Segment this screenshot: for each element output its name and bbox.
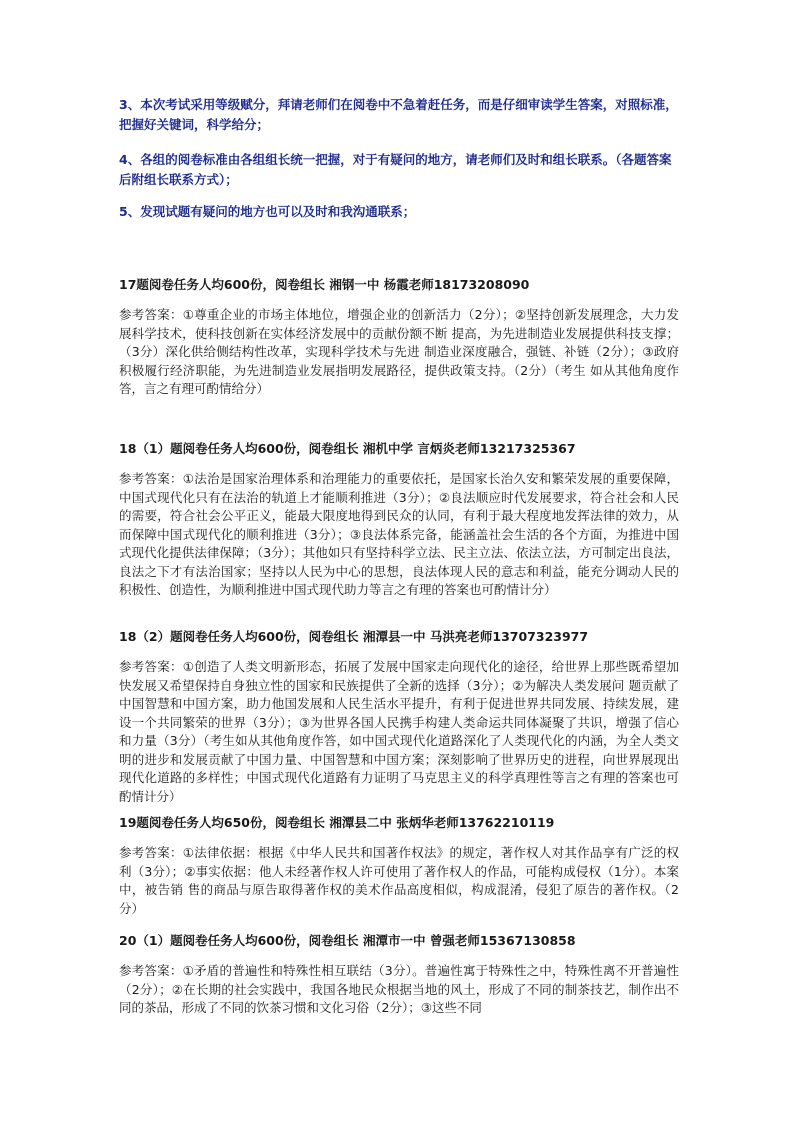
section-17-heading: 17题阅卷任务人均600份，阅卷组长 湘钢一中 杨霞老师18173208090 [119, 277, 530, 292]
notice-4: 4、各组的阅卷标准由各组组长统一把握，对于有疑问的地方，请老师们及时和组长联系。（各题答案后附组长联系方式）； [119, 152, 672, 187]
section-17-answer: 参考答案：①尊重企业的市场主体地位，增强企业的创新活力（2分）；②坚持创新发展理念，大力发展科学技术，使科技创新在实体经济发展中的贡献份额不断 提高，为先进制造业发展提供科技支撑；（3分）深化供给侧结构性改革，实现科学技术与先进 制造业深度融合，强链、补链（2分）；③政府积极履行经济职能，为先进制造业发展指明发展路径，提供政策支持。（2分）（考生 如从其他角度作答，言之有理可酌情给分） [119, 307, 679, 396]
section-20-1-heading: 20（1）题阅卷任务人均600份，阅卷组长 湘潭市一中 曾强老师15367130858 [119, 933, 576, 948]
section-18-1-answer: 参考答案：①法治是国家治理体系和治理能力的重要依托，是国家长治久安和繁荣发展的重要保障，中国式现代化只有在法治的轨道上才能顺利推进（3分）；②良法顺应时代发展要求，符合社会和人民的需要，符合社会公平正义，能最大限度地得到民众的认同，有利于最大程度地发挥法律的效力，从而保障中国式现代化的顺利推进（3分）；③良法体系完备，能涵盖社会生活的各个方面，为推进中国式现代化提供法律保障；（3分）；其他如只有坚持科学立法、民主立法、依法立法，方可制定出良法，良法之下才有法治国家；坚持以人民为中心的思想，良法体现人民的意志和利益，能充分调动人民的积极性、创造性，为顺利推进中国式现代助力等言之有理的答案也可酌情计分） [119, 471, 679, 597]
section-18-2-heading: 18（2）题阅卷任务人均600份，阅卷组长 湘潭县一中 马洪亮老师13707323977 [119, 629, 589, 644]
section-18-1-heading: 18（1）题阅卷任务人均600份，阅卷组长 湘机中学 言炳炎老师13217325367 [119, 441, 576, 456]
section-19-heading: 19题阅卷任务人均650份，阅卷组长 湘潭县二中 张炳华老师13762210119 [119, 815, 555, 830]
section-18-2-answer: 参考答案：①创造了人类文明新形态，拓展了发展中国家走向现代化的途径，给世界上那些既希望加快发展又希望保持自身独立性的国家和民族提供了全新的选择（3分）；②为解决人类发展问 题贡献了中国智慧和中国方案，助力他国发展和人民生活水平提升，有利于促进世界共同发展、持续发展，建设一个共同繁荣的世界（3分）；③为世界各国人民携手构建人类命运共同体凝聚了共识，增强了信心和力量（3分）（考生如从其他角度作答，如中国式现代化道路深化了人类现代化的内涵，为全人类文明的进步和发展贡献了中国力量、中国智慧和中国方案；深刻影响了世界历史的进程，向世界展现出现代化道路的多样性；中国式现代化道路有力证明了马克思主义的科学真理性等言之有理的答案也可酌情计分） [119, 659, 679, 804]
notice-5: 5、发现试题有疑问的地方也可以及时和我沟通联系； [119, 204, 416, 219]
section-19-answer: 参考答案：①法律依据：根据《中华人民共和国著作权法》的规定，著作权人对其作品享有广泛的权利（3分）；②事实依据：他人未经著作权人许可使用了著作权人的作品，可能构成侵权（1分）。本案中，被告销 售的商品与原告取得著作权的美术作品高度相似，构成混淆，侵犯了原告的著作权。（2分） [119, 845, 679, 916]
section-20-1-answer: 参考答案：①矛盾的普遍性和特殊性相互联结（3分）。普遍性寓于特殊性之中，特殊性离不开普遍性（2分）；②在长期的社会实践中，我国各地民众根据当地的风土，形成了不同的制茶技艺，制作出不同的茶品，形成了不同的饮茶习惯和文化习俗（2分）；③这些不同 [119, 963, 679, 1015]
notice-3: 3、本次考试采用等级赋分，拜请老师们在阅卷中不急着赶任务，而是仔细审读学生答案，对照标准，把握好关键词，科学给分； [119, 97, 678, 132]
